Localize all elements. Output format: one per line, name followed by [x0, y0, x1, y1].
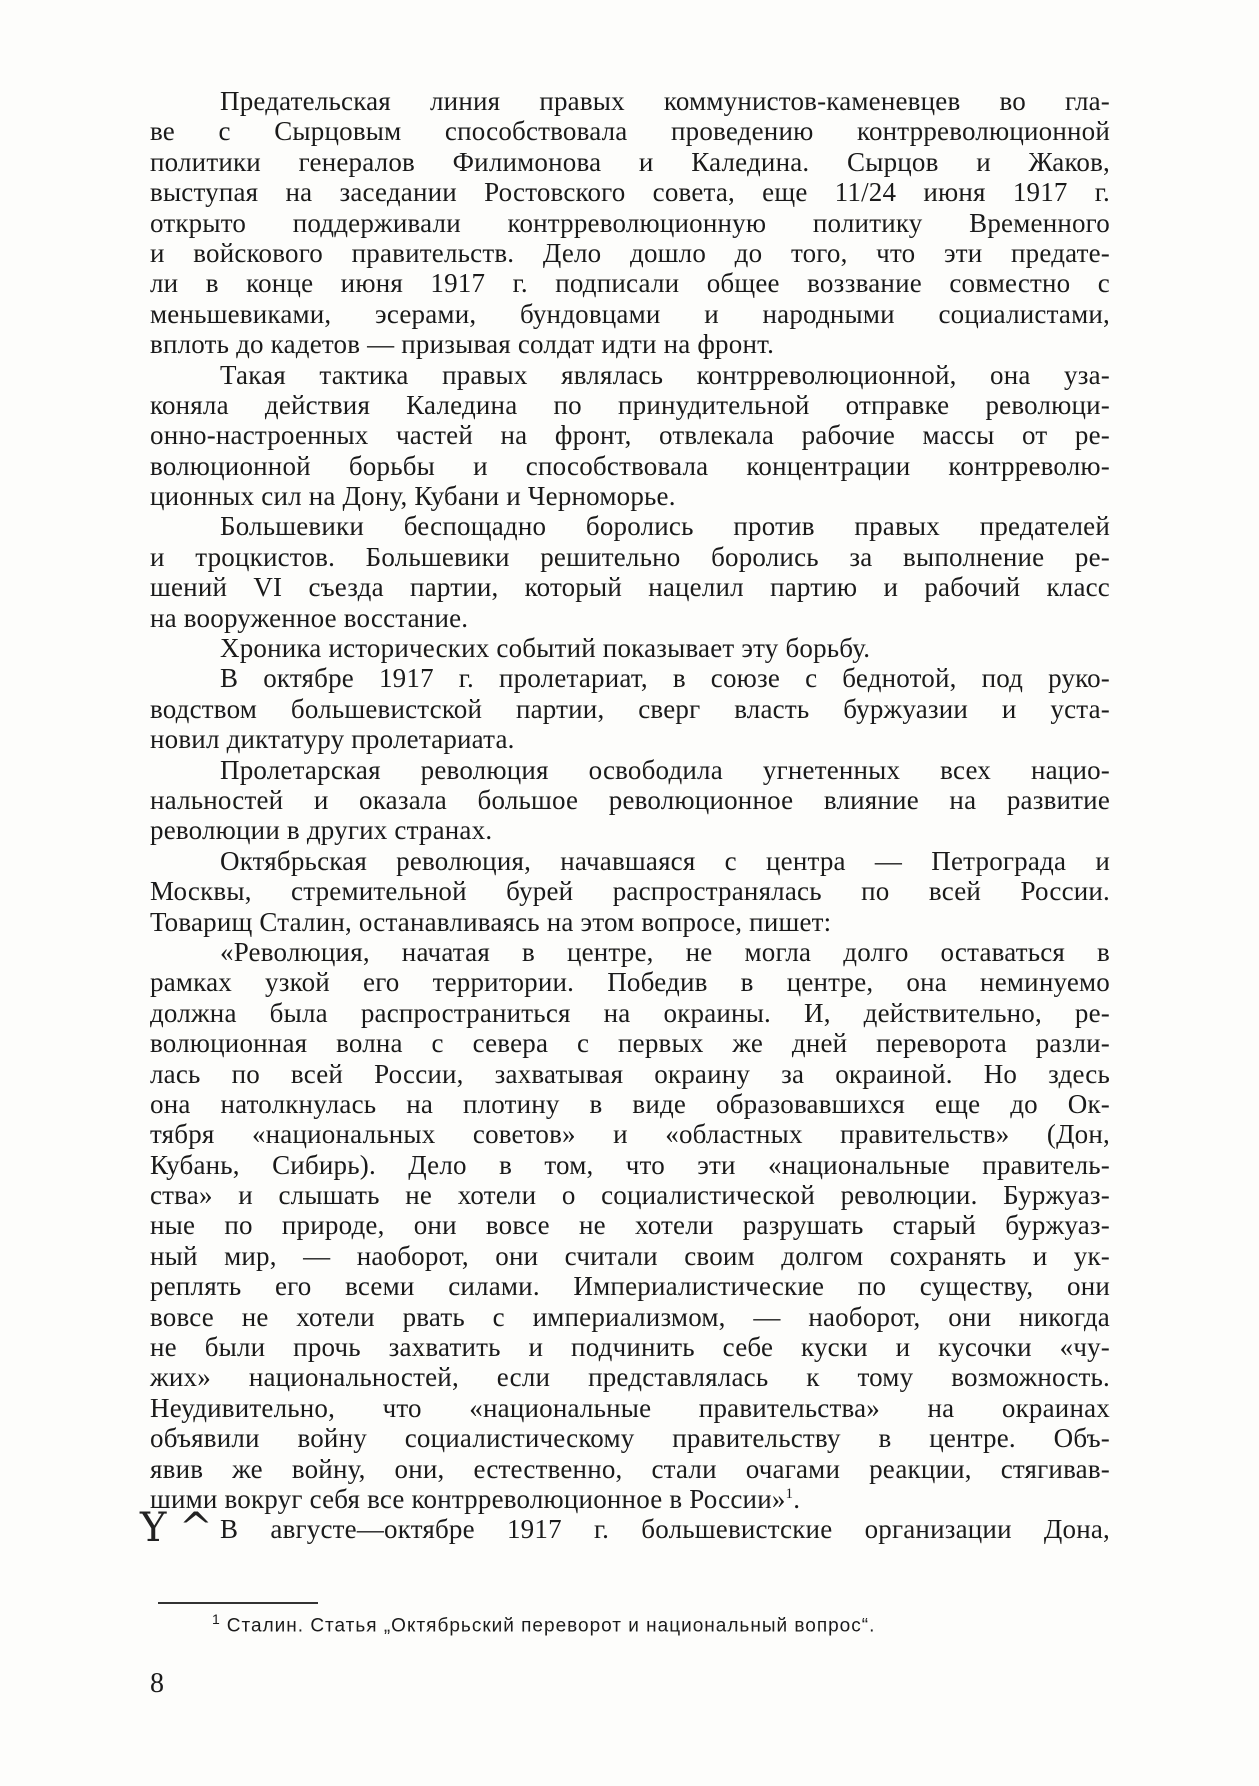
text-line: новил диктатуру пролетариата. — [150, 724, 515, 755]
text-line: ные по природе, они вовсе не хотели разрушать старый буржуаз- — [150, 1210, 1110, 1241]
quote-last-line: шими вокруг себя все контрреволюционное в России»$^1$. — [150, 1483, 801, 1514]
text-line: и троцкистов. Большевики решительно боролись за выполнение ре- — [150, 541, 1110, 572]
text-line: Неудивительно, что «национальные правительства» на окраинах — [150, 1392, 1110, 1423]
text-line: Москвы, стремительной бурей распространялась по всей России. — [150, 876, 1110, 907]
text-line: жих» национальностей, если представлялась к тому возможность. — [150, 1362, 1110, 1393]
text-line: волюционной борьбы и способствовала концентрации контрреволю- — [150, 450, 1110, 481]
text-line: лась по всей России, захватывая окраину за окраиной. Но здесь — [150, 1058, 1110, 1089]
text-line: Кубань, Сибирь). Дело в том, что эти «национальные правитель- — [150, 1149, 1110, 1180]
footnote — [212, 1607, 875, 1638]
handwritten-margin-mark: Y ^ — [140, 1505, 213, 1551]
text-line: Пролетарская революция освободила угнетенных всех нацио- — [220, 754, 1110, 785]
text-line: В октябре 1917 г. пролетариат, в союзе с беднотой, под руко- — [220, 663, 1110, 694]
text-line: ли в конце июня 1917 г. подписали общее воззвание совместно с — [150, 268, 1110, 299]
text-line: на вооруженное восстание. — [150, 602, 469, 633]
text-line: вовсе не хотели рвать с империализмом, — наоборот, они никогда — [150, 1301, 1110, 1332]
text-line: явив же войну, они, естественно, стали очагами реакции, стягивав- — [150, 1453, 1110, 1484]
text-line: и войскового правительств. Дело дошло до того, что эти предате- — [150, 237, 1110, 268]
text-line: Товарищ Сталин, останавливаясь на этом вопросе, пишет: — [150, 906, 832, 937]
page-number: 8 — [150, 1668, 164, 1699]
text-line: меньшевиками, эсерами, бундовцами и народными социалистами, — [150, 298, 1110, 329]
text-line: Большевики беспощадно боролись против правых предателей — [220, 511, 1110, 542]
text-line: Предательская линия правых коммунистов-каменевцев во гла- — [220, 86, 1110, 116]
text-line: объявили войну социалистическому правительству в центре. Объ- — [150, 1423, 1110, 1454]
text-line: шений VI съезда партии, который нацелил партию и рабочий класс — [150, 572, 1110, 603]
text-line: она натолкнулась на плотину в виде образовавшихся еще до Ок- — [150, 1088, 1110, 1119]
text-line: ционных сил на Дону, Кубани и Черноморье. — [150, 481, 676, 512]
text-line: ный мир, — наоборот, они считали своим долгом сохранять и ук- — [150, 1240, 1110, 1271]
text-line: революции в других странах. — [150, 815, 493, 846]
text-line: рамках узкой его территории. Победив в центре, она неминуемо — [150, 967, 1110, 998]
text-line: должна была распространиться на окраины. И, действительно, ре- — [150, 997, 1110, 1028]
text-line: нальностей и оказала большое революционное влияние на развитие — [150, 784, 1110, 815]
text-line: «Революция, начатая в центре, не могла долго оставаться в — [220, 936, 1110, 967]
text-line: вплоть до кадетов — призывая солдат идти на фронт. — [150, 329, 775, 360]
text-line: онно-настроенных частей на фронт, отвлекала рабочие массы от ре- — [150, 420, 1110, 451]
footnote-text: Сталин. Статья „Октябрьский переворот и национальный вопрос“. — [226, 1615, 876, 1637]
text-line: реплять его всеми силами. Империалистические по существу, они — [150, 1271, 1110, 1302]
text-line: водством большевистской партии, сверг власть буржуазии и уста- — [150, 693, 1110, 724]
text-line: волюционная волна с севера с первых же дней переворота разли- — [150, 1028, 1110, 1059]
text-line: Октябрьская революция, начавшаяся с центра — Петрограда и — [220, 845, 1110, 876]
text-line: открыто поддерживали контрреволюционную политику Временного — [150, 207, 1110, 238]
text-line: коняла действия Каледина по принудительной отправке революци- — [150, 389, 1110, 420]
text-line: шими вокруг себя все контрреволюционное в России» — [150, 1483, 786, 1514]
text-line: тября «национальных советов» и «областных правительств» (Дон, — [150, 1119, 1110, 1150]
text-line: выступая на заседании Ростовского совета, еще 11/24 июня 1917 г. — [150, 177, 1110, 208]
text-line: Такая тактика правых являлась контрреволюционной, она уза- — [220, 359, 1110, 390]
text-line: В августе—октябре 1917 г. большевистские организации Дона, — [220, 1514, 1110, 1545]
footnote-number: 1 — [212, 1611, 221, 1627]
text-line: Хроника исторических событий показывает эту борьбу. — [220, 633, 871, 664]
text-line: ве с Сырцовым способствовала проведению контрреволюционной — [150, 116, 1110, 147]
footnote-divider — [158, 1602, 318, 1604]
text-line: не были прочь захватить и подчинить себе куски и кусочки «чу- — [150, 1332, 1110, 1363]
text-line: политики генералов Филимонова и Каледина. Сырцов и Жаков, — [150, 146, 1110, 177]
text-line: ства» и слышать не хотели о социалистической революции. Буржуаз- — [150, 1180, 1110, 1211]
body-text — [150, 86, 1110, 1545]
footnote-ref: 1 — [785, 1485, 794, 1502]
